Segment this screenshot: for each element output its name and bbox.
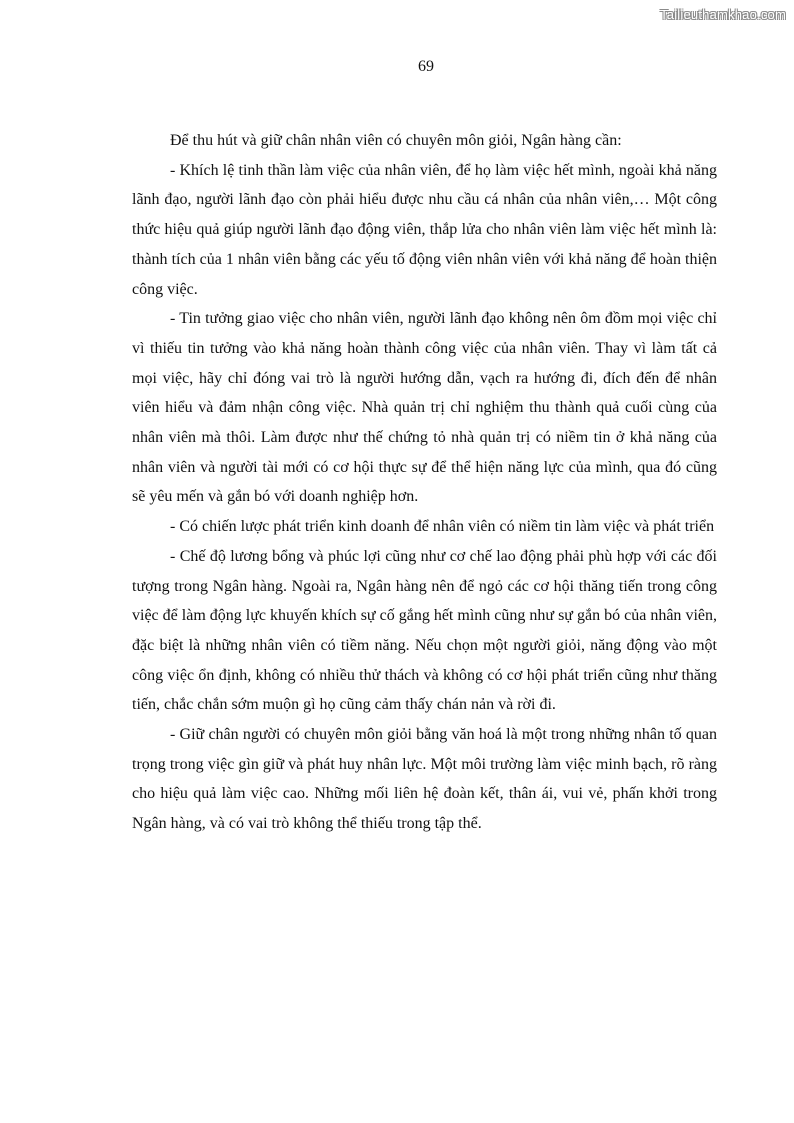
paragraph-trust-delegation: - Tin tưởng giao việc cho nhân viên, người lãnh đạo không nên ôm đồm mọi việc chỉ vì thiếu tin tưởng vào khả năng hoàn thành công việc của nhân viên. Thay vì làm tất cả mọi việc, hãy chỉ đóng vai trò là người hướng dẫn, vạch ra hướng đi, đích đến để nhân viên hiểu và đảm nhận công việc. Nhà quản trị chỉ nghiệm thu thành quả cuối cùng của nhân viên mà thôi. Làm được như thế chứng tỏ nhà quản trị có niềm tin ở khả năng của nhân viên và người tài mới có cơ hội thực sự để thể hiện năng lực của mình, qua đó cũng sẽ yêu mến và gắn bó với doanh nghiệp hơn. xyxy=(132,310,717,506)
document-body xyxy=(132,126,717,839)
paragraph-encourage-staff: - Khích lệ tinh thần làm việc của nhân viên, để họ làm việc hết mình, ngoài khả năng lãnh đạo, người lãnh đạo còn phải hiểu được nhu cầu cá nhân của nhân viên,… Một công thức hiệu quả giúp người lãnh đạo động viên, thắp lửa cho nhân viên làm việc hết mình là: thành tích của 1 nhân viên bằng các yếu tố động viên nhân viên với khả năng để hoàn thiện công việc. xyxy=(132,161,717,298)
page-number: 69 xyxy=(418,58,434,75)
watermark-text: Tailieuthamkhao.com xyxy=(660,7,786,22)
paragraph-culture: - Giữ chân người có chuyên môn giỏi bằng văn hoá là một trong những nhân tố quan trọng trong việc gìn giữ và phát huy nhân lực. Một môi trường làm việc minh bạch, rõ ràng cho hiệu quả làm việc cao. Những mối liên hệ đoàn kết, thân ái, vui vẻ, phấn khởi trong Ngân hàng, và có vai trò không thể thiếu trong tập thể. xyxy=(132,726,717,833)
paragraph-salary-benefits: - Chế độ lương bổng và phúc lợi cũng như cơ chế lao động phải phù hợp với các đối tượng trong Ngân hàng. Ngoài ra, Ngân hàng nên để ngỏ các cơ hội thăng tiến trong công việc để làm động lực khuyến khích sự cố gắng hết mình cũng như sự gắn bó của nhân viên, đặc biệt là những nhân viên có tiềm năng. Nếu chọn một người giỏi, năng động vào một công việc ổn định, không có nhiều thử thách và không có cơ hội phát triển cũng như thăng tiến, chắc chắn sớm muộn gì họ cũng cảm thấy chán nản và rời đi. xyxy=(132,547,717,714)
paragraph-business-strategy: - Có chiến lược phát triển kinh doanh để nhân viên có niềm tin làm việc và phát triển xyxy=(170,518,715,536)
paragraph-intro: Để thu hút và giữ chân nhân viên có chuyên môn giỏi, Ngân hàng cần: xyxy=(170,132,622,149)
